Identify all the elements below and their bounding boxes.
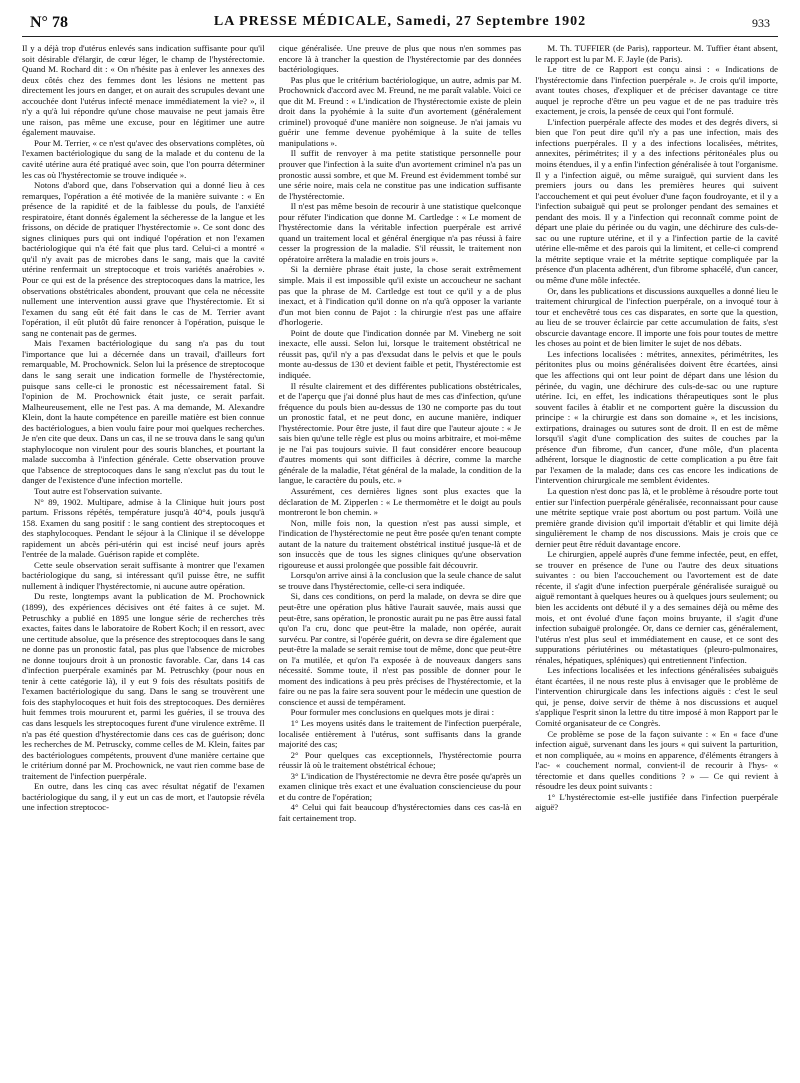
paragraph: Du reste, longtemps avant la publication de M. Prochownick (1899), des expériences décisives ont été faites à ce sujet. M. Petruschky a publié en 1895 une longue série de recherches très exactes, faites dans le laboratoire de Robert Koch; il en ressort, avec une certitude absolue, que la présence des streptocoques dans le sang ne donne pas un pronostic fatal, pas plus que l'absence de microbes ne donne toujours droit à un pronostic favorable. Car, dans 14 cas d'infection puerpérale examinés par M. Petruschky (pour nous en tenir à cette catégorie là), il y eut 9 fois des résultats positifs de l'examen bactériologique du sang. Dans le sang se trouvèrent une fois des staphylocoques et huit fois des streptocoques. Des dernières huit femmes trois moururent et, parmi les guéries, il se trouva des cas dans lesquels les streptocoques furent d'une virulence extrême. Il n'a pas été question d'hystérectomie dans ces cas de guérison; donc les recherches de M. Petruscky, comme celles de M. Klein, faites par des bactériologues compétents, prouvent d'une manière certaine que le critérium donné par M. Prochownick, ne vaut rien comme base de traitement de l'infection puerpérale.: [22, 591, 265, 781]
paragraph: Le chirurgien, appelé auprès d'une femme infectée, peut, en effet, se trouver en présence de l'une ou l'autre des deux situations suivantes : ou bien l'accouchement ou l'avortement est de date récente, il s'agit d'une infection puerpérale généralisée suraiguë ou aiguë remontant à quelques heures ou à quelques jours seulement; ou bien les accidents ont débuté il y a des semaines déjà ou même des mois, et ont évolué d'une façon moins bruyante, il s'agit d'une infection subaiguë prolongée. Or, dans ce dernier cas, généralement, l'utérus n'est plus seul et immédiatement en cause, et ce sont des suppurations périutérines ou métastatiques (pleuro-pulmonaires, rénales, hépatiques, spléniques) qui entretiennent l'infection.: [535, 549, 778, 665]
paragraph: Si la dernière phrase était juste, la chose serait extrêmement simple. Mais il est impossible qu'il existe un accoucheur ne sachant pas que la phrase de M. Cartledge est tout ce qu'il y a de plus inexact, et à l'indication qu'il donne on n'a qu'à opposer la variante d'un mot bien connu de Pajot : la chirurgie n'est pas une affaire d'horlogerie.: [278, 264, 522, 328]
paragraph: 1° Les moyens usités dans le traitement de l'infection puerpérale, localisée entièrement à l'utérus, sont suffisants dans la grande majorité des cas;: [278, 718, 522, 750]
paragraph: Ce problème se pose de la façon suivante : « En « face d'une infection aiguë, survenant dans les jours « qui suivent la parturition, et non compliquée, au « moins en apparence, d'éléments étrangers à l'ac- « couchement normal, convient-il de recourir à l'hys- « térectomie et dans quelles conditions ? » — Ce qui revient à résoudre les deux point suivants :: [535, 728, 778, 792]
paragraph: Il résulte clairement et des différentes publications obstétricales, et de l'aperçu que j'ai donné plus haut de mes cas d'infection, qu'une fréquence du pouls bien au-dessus de 130 ne comporte pas du tout un pronostic fatal, et ne peut donc, en aucune manière, indiquer l'hystérectomie. Pour être juste, il faut dire que l'auteur ajoute : « Je sais bien qu'une telle règle est plus ou moins arbitraire, et moi-même je ne l'ai pas toujours suivie. Il faut considérer encore beaucoup d'autres moments qui sont difficiles à décrire, comme la marche générale de la maladie, l'état général de la malade, la condition de la langue, le caractère du pouls, etc. »: [278, 380, 522, 486]
text-columns: [22, 37, 778, 1083]
paragraph: 2° Pour quelques cas exceptionnels, l'hystérectomie pourra réussir là où le traitement obstétrical échoue;: [278, 749, 522, 771]
column-right: [535, 43, 778, 1083]
paragraph: Les infections localisées et les infections généralisées subaiguës étant écartées, il ne nous reste plus à envisager que le problème de l'intervention chirurgicale dans les infections aiguës : c'est le seul qui, je pense, doive servir de thème à nos discussions et auquel s'applique l'esprit sinon la lettre du titre imposé à mon Rapport par le Comité organisateur de ce Congrès.: [535, 665, 778, 728]
paragraph: N° 89, 1902. Multipare, admise à la Clinique huit jours post partum. Frissons répétés, température jusqu'à 40°4, pouls jusqu'à 158. Examen du sang positif : le sang contient des streptocoques et des staphylocoques. Pendant le séjour à la Clinique il se développe rapidement un abcès péri-utérin qui est incisé neuf jours après l'entrée de la malade. Guérison rapide et complète.: [22, 496, 265, 560]
paragraph: Si, dans ces conditions, on perd la malade, on devra se dire que peut-être une opération plus hâtive l'aurait sauvée, mais aussi que peut-être, sans opération, le pronostic aurait pu ne pas être aussi fatal qu'on l'a cru, donc que peut-être la malade, non opérée, aurait survécu. Par contre, si l'opérée guérit, on devra se dire également que peut-être la malade se serait remise tout de même, donc que peut-être on l'a mutilée, et qu'on l'a exposée à de nouveaux dangers sans nécessité. Somme toute, il n'est pas possible de donner pour le moment des indications à peu près précises de l'hystérectomie, et la faire ou ne pas la faire sera souvent pour le médecin une question de conscience et aussi de tempérament.: [278, 591, 522, 707]
paragraph: Mais l'examen bactériologique du sang n'a pas du tout l'importance que lui a décernée dans un travail, d'ailleurs fort remarquable, M. Prochownick. Selon lui la présence de streptocoque dans le sang serait une indication formelle de l'hystérectomie, puisque sans celle-ci le pronostic est nécessairement fatal. Si l'opinion de M. Prochownick était juste, ce serait parfait. Malheureusement, elle ne l'est pas. A ma demande, M. Alexandre Klein, dont la haute compétence en pareille matière est bien connue des bactériologues, a bien voulu faire pour moi quelques recherches. Je n'en cite que deux. Dans un cas, il ne se trouva dans le sang qu'un staphylocoque non virulent pour des souris blanches, et pourtant la malade succomba à l'infection générale. Cette observation prouve que l'absence de streptocoques dans le sang n'exclut pas du tout le danger de l'existence d'une infection mortelle.: [22, 338, 265, 486]
paragraph: Lorsqu'on arrive ainsi à la conclusion que la seule chance de salut se trouve dans l'hystérectomie, celle-ci sera indiquée.: [278, 570, 522, 591]
paragraph: Les infections localisées : métrites, annexites, périmétrites, les péritonites plus ou moins généralisées doivent être écartées, ainsi que les affections qui ont leur point de départ dans une lésion du périnée, du vagin, une déchirure des culs-de-sac ou une rupture utérine. Ici, en effet, les indications thérapeutiques sont le plus souvent faciles à établir et ne comportent guère la discussion du principe : « la chirurgie est dans son domaine », et les incisions, extirpations, drainages ou sutures sont de droit. Il en est de même lorsqu'il s'agit d'une complication des suites de couches par la présence d'un fibrome, d'un cancer, d'une môle, d'un placenta adhérent, lorsque le diagnostic de cette complication a pu être fait par l'examen de la malade; dans ces cas encore les indications de l'intervention chirurgicale me semblent évidentes.: [535, 348, 778, 486]
paragraph: Tout autre est l'observation suivante.: [34, 485, 163, 496]
paragraph: Pas plus que le critérium bactériologique, un autre, admis par M. Prochownick d'accord avec M. Freund, ne me paraît valable. Voici ce que dit M. Freund : « L'indication de l'hystérectomie existe de plein droit dans la pyohémie à la suite d'un avortement (généralement criminel) provoqué d'une manière non soigneuse. Je n'ai jamais vu guérir une femme devenue pyohémique à la suite de telles manipulations ».: [278, 74, 522, 148]
paragraph: Notons d'abord que, dans l'observation qui a donné lieu à ces remarques, l'opération a été motivée de la manière suivante : « En présence de la rapidité et de la faiblesse du pouls, de l'anxiété respiratoire, étant donnés également la sécheresse de la langue et les frissons, on décide de pratiquer l'hystérectomie ». Ce sont donc des signes cliniques purs qui ont indiqué l'opération et non l'examen bactériologique qui n'a été fait que plus tard. Celui-ci a montré « qu'il n'y avait pas de microbes dans le sang, mais que la cavité utérine renfermait un streptocoque et trois variétés anaérobies ». Pour ce qui est de la présence des streptocoques dans la matrice, les observations obstétricales abondent, prouvant que cela ne nécessite nullement une intervention aussi grave que l'hystérectomie. Et si l'examen du sang eût été fait dans le cas de M. Terrier avant l'opération, il eût plutôt dû faire renoncer à l'opération, puisque le sang ne contenait pas de germes.: [22, 180, 265, 338]
journal-title: LA PRESSE MÉDICALE, Samedi, 27 Septembre 1902: [213, 14, 587, 29]
paragraph: Le titre de ce Rapport est conçu ainsi : « Indications de l'hystérectomie dans l'infection puerpérale ». Je crois qu'il importe, avant toutes choses, d'expliquer et de préciser davantage ce titre auquel je reproche d'être un peu vague et de ne pas traduire très exactement, je crois, la pensée de ceux qui l'ont formulé.: [535, 64, 778, 117]
page-header: [22, 14, 778, 37]
paragraph: Non, mille fois non, la question n'est pas aussi simple, et l'indication de l'hystérectomie ne peut être posée qu'en tenant compte autant de la nature du traitement obstétrical institué jusque-là et de son insuccès que de tous les signes cliniques qu'une observation rigoureuse et aussi prolongée que possible fait découvrir.: [278, 517, 522, 570]
paragraph: cique généralisée. Une preuve de plus que nous n'en sommes pas encore là à trancher la question de l'hystérectomie par des données bactériologiques.: [278, 43, 522, 75]
paragraph: 1° L'hystérectomie est-elle justifiée dans l'infection puerpérale aiguë?: [535, 791, 778, 813]
issue-number: N° 78: [30, 14, 68, 31]
paragraph: 4° Celui qui fait beaucoup d'hystérectomies dans ces cas-là en fait certainement trop.: [278, 802, 522, 823]
paragraph: 3° L'indication de l'hystérectomie ne devra être posée qu'après un examen clinique très exact et une évaluation consciencieuse du pour et du contre de l'opération;: [278, 770, 522, 802]
paragraph: Point de doute que l'indication donnée par M. Vineberg ne soit inexacte, elle aussi. Selon lui, lorsque le traitement obstétrical ne réussit pas, qu'il n'y a pas d'exsudat dans le pelvis et que le pouls monte au-dessus de 130 et devient faible et petit, l'hystérectomie est indiquée.: [278, 327, 522, 380]
paragraph: Assurément, ces dernières lignes sont plus exactes que la déclaration de M. Zipperlen : « Le thermomètre et le doigt au pouls montreront le bon chemin. »: [278, 485, 522, 518]
paragraph: L'infection puerpérale affecte des modes et des degrés divers, si bien que l'on peut dire qu'il n'y a pas une infection, mais des infections puerpérales. Il y a des infections localisées, métrites, annexites, périmétrites; il y a des infections péritonéales plus ou moins étendues, il y a enfin l'infection généralisée à tout l'organisme. Il y a l'infection aiguë, ou même suraiguë, qui survient dans les premiers jours ou dans les premières heures qui suivent l'accouchement et qui peut évoluer d'une façon foudroyante, et il y a l'infection subaiguë qui peut se prolonger pendant des semaines et pendant des mois. Il y a l'infection qui reconnaît comme point de départ une plaie du périnée ou du vagin, une déchirure des culs-de-sac ou une rupture utérine, et il y a l'infection partie de la cavité utérine elle-même et des parois qui la limitent, et celle-ci comprend la métrite septique vraie et la métrite septique compliquée par la présence d'un placenta adhérent, d'un fibrome sphacélé, d'un cancer, ou même d'une môle infectée.: [535, 116, 778, 286]
paragraph: Cette seule observation serait suffisante à montrer que l'examen bactériologique du sang, si intéressant qu'il puisse être, ne suffit nullement à indiquer l'hystérectomie, ni aucune autre opération.: [22, 559, 265, 591]
paragraph: La question n'est donc pas là, et le problème à résoudre porte tout entier sur l'infection puerpérale généralisée, reconnaissant pour cause une métrite septique vraie post abortum ou post partum. Voilà une première grande division qu'il importait d'établir et qui limite déjà singulièrement le champ de nos discussions. Mais je crois que ce dernier peut être réduit davantage encore.: [535, 485, 778, 549]
paragraph: Pour M. Terrier, « ce n'est qu'avec des observations complètes, où l'examen bactériologique du sang de la malade et du contenu de la cavité utérine aura été pratiqué avec soin, que l'on pourra déterminer les cas où l'hystérectomie se trouve indiquée ».: [22, 137, 265, 180]
paragraph: En outre, dans les cinq cas avec résultat négatif de l'examen bactériologique du sang, il y eut un cas de mort, et l'autopsie révéla une infection streptococ-: [22, 781, 265, 813]
paragraph: M. Th. TUFFIER (de Paris), rapporteur. M. Tuffier étant absent, le rapport est lu par M. F. Jayle (de Paris).: [535, 43, 778, 64]
paragraph: Or, dans les publications et discussions auxquelles a donné lieu le traitement chirurgical de l'infection puerpérale, on a invoqué tour à tour et enchevêtré tous ces cas disparates, en sorte que la question, au lieu de se trouver éclaircie par cette accumulation de faits, s'est obscurcie davantage encore. Il importe une fois pour toutes de mettre les choses au point et de bien limiter le sujet de nos débats.: [535, 285, 778, 349]
column-left: [22, 43, 265, 1083]
column-middle: [279, 43, 522, 1083]
paragraph: Pour formuler mes conclusions en quelques mots je dirai :: [290, 707, 495, 718]
paragraph: Il suffit de renvoyer à ma petite statistique personnelle pour prouver que l'infection à la suite d'un avortement criminel n'a pas un pronostic aussi sombre, et que M. Freund est évidemment tombé sur une série noire, mais cela ne constitue pas une indication suffisante de l'hystérectomie.: [278, 148, 522, 201]
paragraph: Il n'est pas même besoin de recourir à une statistique quelconque pour réfuter l'indication que donne M. Cartledge : « Le moment de l'hystérectomie dans la véritable infection puerpérale est arrivé quand un traitement local et général énergique n'a pas réussi à faire cesser la progression de la maladie. S'il réussit, le traitement non opératoire arrêtera la maladie en trois jours ».: [278, 201, 522, 264]
page-number: 933: [752, 16, 770, 30]
paragraph: Il y a déjà trop d'utérus enlevés sans indication suffisante pour qu'il soit désirable d'élargir, de cœur léger, le champ de l'hystérectomie. Quand M. Rochard dit : « On n'hésite pas à enlever les annexes des deux côtés chez des femmes dont les lésions ne mettent pas directement les jours en danger, et on aurait des scrupules devant une accouchée dont l'utérus infecté menace immédiatement la vie? », il n'y a qu'à lui répondre qu'une chose mauvaise ne peut jamais être une raison, pas même une excuse, pour en légitimer une autre également mauvaise.: [22, 43, 265, 138]
